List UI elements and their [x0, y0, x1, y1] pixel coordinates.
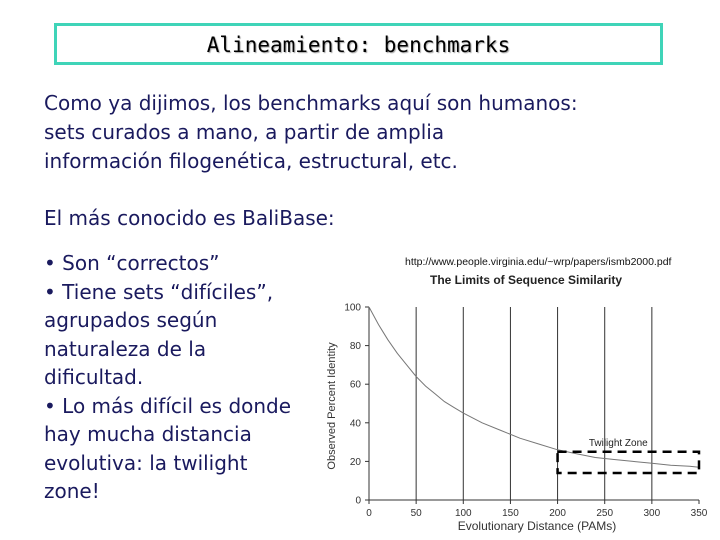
twilight-zone-label: Twilight Zone [588, 437, 648, 449]
bullet-line: • Son “correctos” [44, 251, 220, 275]
chart-series-line [369, 307, 699, 467]
chart-x-tick-label: 50 [410, 508, 422, 519]
bullet-line: agrupados según [44, 308, 218, 332]
intro-line: información filogenética, estructural, etc. [44, 149, 458, 173]
chart-y-tick-label: 100 [344, 302, 361, 314]
chart-x-tick-label: 350 [690, 508, 708, 519]
bullet-list [44, 249, 334, 506]
bullet-line: • Tiene sets “difíciles”, [44, 279, 274, 304]
chart-x-axis-label: Evolutionary Distance (PAMs) [457, 519, 617, 533]
bullet-line: hay mucha distancia [44, 422, 252, 446]
chart-x-tick-label: 0 [366, 508, 372, 519]
chart-x-tick-label: 250 [596, 508, 614, 519]
bullet-line: zone! [44, 479, 100, 503]
chart-y-axis-label: Observed Percent Identity [326, 342, 338, 470]
chart-x-tick-label: 300 [643, 508, 661, 519]
bullet-line: naturaleza de la [44, 336, 207, 361]
chart-x-tick-label: 100 [454, 508, 472, 519]
intro-paragraph [44, 89, 684, 176]
sequence-similarity-chart [318, 250, 720, 540]
slide-title: Alineamiento: benchmarks [206, 33, 511, 57]
intro-line: Como ya dijimos, los benchmarks aquí son humanos: [44, 91, 578, 115]
chart-y-tick-label: 20 [349, 456, 361, 468]
bullet-line: evolutiva: la twilight [44, 450, 248, 475]
bullet-line: • Lo más difícil es donde [44, 393, 292, 418]
intro-line: sets curados a mano, a partir de amplia [44, 120, 445, 144]
chart-y-tick-label: 40 [349, 418, 361, 430]
balibase-line: El más conocido es BaliBase: [44, 206, 335, 230]
chart-title: The Limits of Sequence Similarity [430, 273, 623, 287]
chart-y-tick-label: 80 [349, 341, 361, 353]
bullet-line: dificultad. [44, 365, 144, 389]
chart-y-tick-label: 0 [355, 495, 361, 507]
chart-source-url: http://www.people.virginia.edu/~wrp/papers/ismb2000.pdf [405, 256, 672, 268]
chart-x-tick-label: 200 [549, 508, 566, 519]
chart-y-tick-label: 60 [349, 379, 361, 391]
chart-x-tick-label: 150 [502, 508, 519, 519]
slide-title-box [54, 23, 663, 65]
twilight-zone-box [558, 452, 699, 473]
